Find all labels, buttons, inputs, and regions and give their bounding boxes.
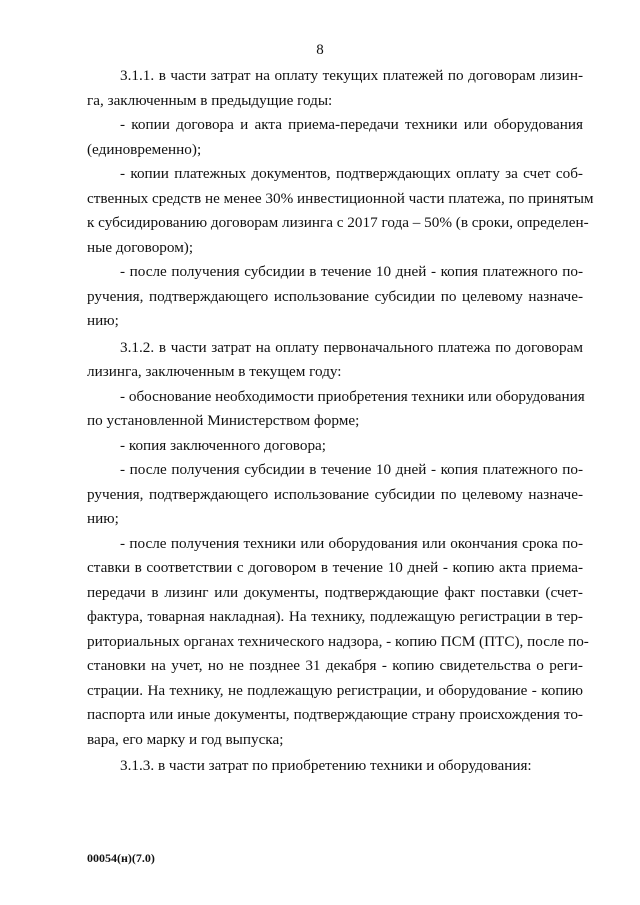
document-code: 00054(н)(7.0) (87, 851, 155, 865)
paragraph-line: - обоснование необходимости приобретения техники или оборудования (120, 387, 585, 405)
paragraph-line: нию; (87, 510, 119, 527)
paragraph-line: - после получения субсидии в течение 10 дней - копия платежного по- (120, 461, 583, 478)
paragraph-line: ручения, подтверждающего использование субсидии по целевому назначе- (87, 287, 583, 305)
paragraph-line: 3.1.1. в части затрат на оплату текущих платежей по договорам лизин- (120, 67, 583, 84)
paragraph-line: - копия заключенного договора; (120, 436, 327, 454)
paragraph-line: нию; (87, 312, 119, 329)
paragraph-line: - после получения субсидии в течение 10 дней - копия платежного по- (120, 263, 583, 280)
paragraph-line: страции. На технику, не подлежащую регистрации, и оборудование - копию (87, 681, 583, 699)
document-body (87, 64, 594, 779)
page-number: 8 (316, 42, 324, 58)
paragraph-line: вара, его марку и год выпуска; (87, 730, 284, 748)
paragraph-line: - после получения техники или оборудования или окончания срока по- (120, 534, 583, 552)
paragraph-line: 3.1.2. в части затрат на оплату первоначального платежа по договорам (120, 338, 583, 356)
paragraph-line: паспорта или иные документы, подтверждающие страну происхождения то- (87, 706, 583, 723)
paragraph-line: - копии договора и акта приема-передачи техники или оборудования (120, 116, 583, 133)
paragraph-line: по установленной Министерством форме; (87, 412, 360, 429)
paragraph-line: становки на учет, но не позднее 31 декабря - копию свидетельства о реги- (87, 657, 583, 674)
paragraph-line: 3.1.3. в части затрат по приобретению техники и оборудования: (120, 757, 532, 774)
paragraph-line: ственных средств не менее 30% инвестиционной части платежа, по принятым (87, 189, 594, 207)
paragraph-line: к субсидированию договорам лизинга с 2017 года – 50% (в сроки, определен- (87, 214, 589, 231)
paragraph-line: фактура, товарная накладная). На технику, подлежащую регистрации в тер- (87, 608, 583, 625)
paragraph-line: - копии платежных документов, подтверждающих оплату за счет соб- (120, 165, 583, 182)
paragraph-line: ставки в соответствии с договором в течение 10 дней - копию акта приема- (87, 559, 583, 576)
paragraph-line: риториальных органах технического надзора, - копию ПСМ (ПТС), после по- (87, 632, 589, 650)
paragraph-line: га, заключенным в предыдущие годы: (87, 91, 333, 109)
paragraph-line: ные договором); (87, 238, 194, 256)
paragraph-line: передачи в лизинг или документы, подтверждающие факт поставки (счет- (87, 583, 583, 601)
paragraph-line: ручения, подтверждающего использование субсидии по целевому назначе- (87, 485, 583, 503)
paragraph-line: (единовременно); (87, 140, 202, 158)
paragraph-line: лизинга, заключенным в текущем году: (87, 363, 342, 380)
